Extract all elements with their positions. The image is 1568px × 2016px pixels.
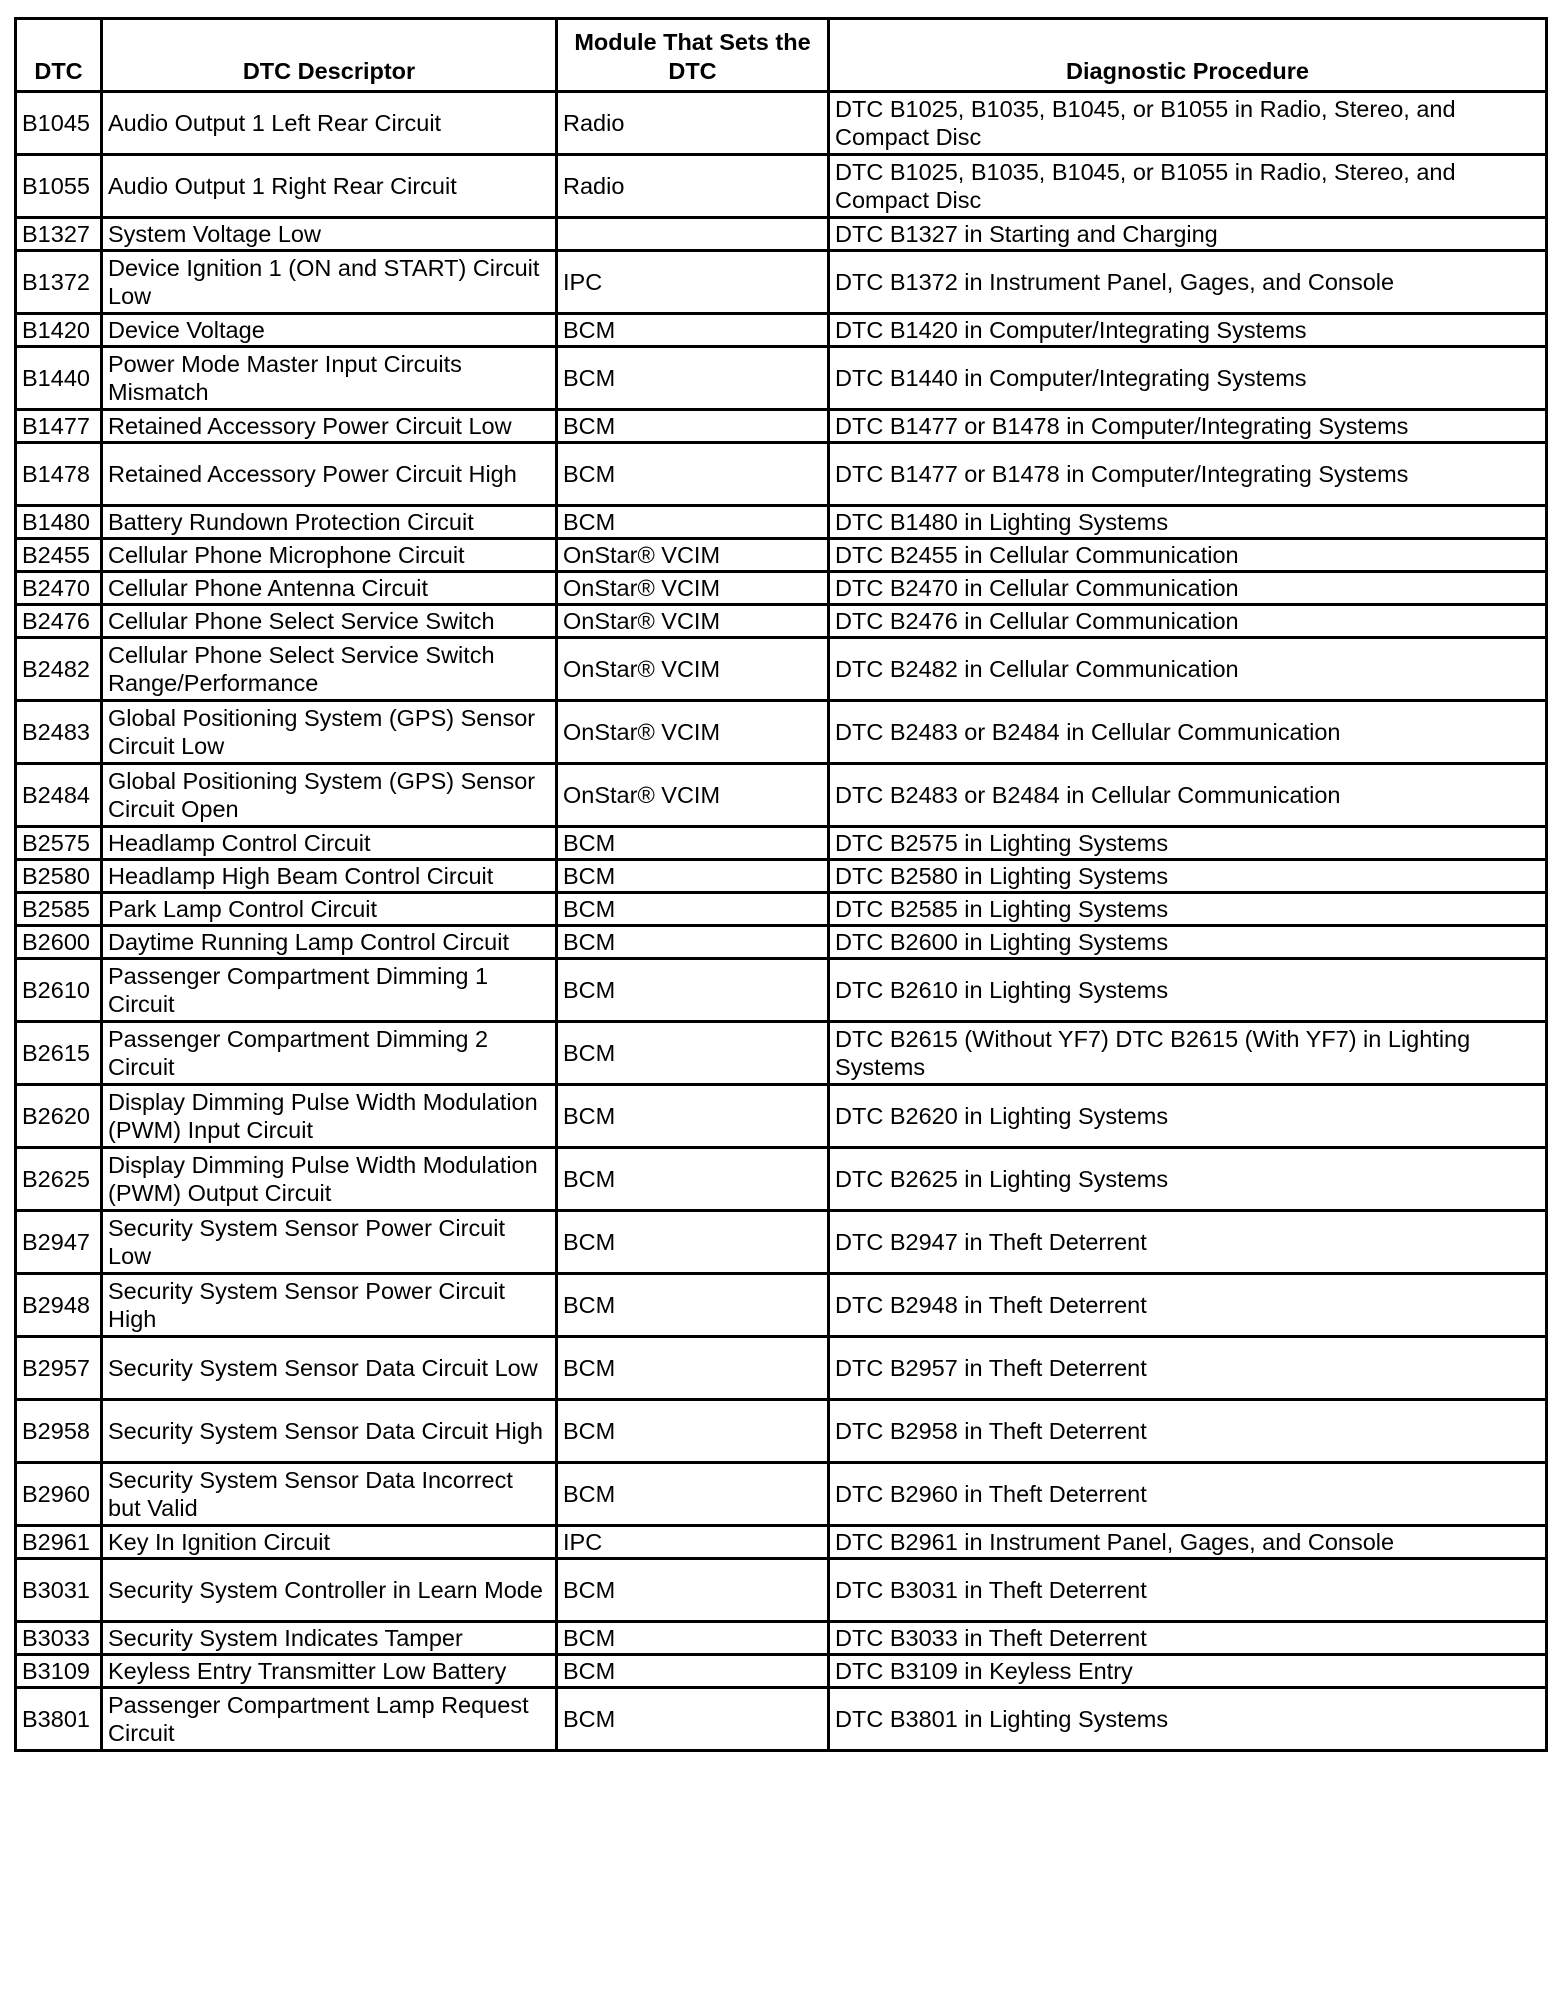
diagnostic-procedure-cell: DTC B2625 in Lighting Systems xyxy=(829,1148,1547,1211)
diagnostic-procedure-cell: DTC B1477 or B1478 in Computer/Integrating Systems xyxy=(829,443,1547,506)
dtc-descriptor-cell: Headlamp High Beam Control Circuit xyxy=(102,860,557,893)
module-cell: OnStar® VCIM xyxy=(557,764,829,827)
dtc-descriptor-cell: Passenger Compartment Dimming 2 Circuit xyxy=(102,1022,557,1085)
diagnostic-procedure-cell: DTC B2483 or B2484 in Cellular Communication xyxy=(829,764,1547,827)
dtc-code-cell: B2483 xyxy=(16,701,102,764)
table-row xyxy=(16,572,1547,605)
dtc-code-cell: B1055 xyxy=(16,155,102,218)
diagnostic-procedure-cell: DTC B1440 in Computer/Integrating Systems xyxy=(829,347,1547,410)
dtc-descriptor-cell: Audio Output 1 Left Rear Circuit xyxy=(102,92,557,155)
module-cell: OnStar® VCIM xyxy=(557,605,829,638)
dtc-code-cell: B2625 xyxy=(16,1148,102,1211)
dtc-descriptor-cell: Battery Rundown Protection Circuit xyxy=(102,506,557,539)
table-row xyxy=(16,410,1547,443)
diagnostic-procedure-cell: DTC B2620 in Lighting Systems xyxy=(829,1085,1547,1148)
diagnostic-procedure-cell: DTC B2958 in Theft Deterrent xyxy=(829,1400,1547,1463)
diagnostic-procedure-cell: DTC B1025, B1035, B1045, or B1055 in Radio, Stereo, and Compact Disc xyxy=(829,92,1547,155)
table-row xyxy=(16,827,1547,860)
table-row xyxy=(16,1085,1547,1148)
module-cell: BCM xyxy=(557,1622,829,1655)
dtc-code-cell: B2484 xyxy=(16,764,102,827)
module-cell: IPC xyxy=(557,251,829,314)
module-cell: OnStar® VCIM xyxy=(557,539,829,572)
module-cell: BCM xyxy=(557,1211,829,1274)
dtc-descriptor-cell: Security System Controller in Learn Mode xyxy=(102,1559,557,1622)
module-cell: BCM xyxy=(557,1400,829,1463)
module-cell: BCM xyxy=(557,827,829,860)
table-row xyxy=(16,1688,1547,1751)
dtc-code-cell: B2575 xyxy=(16,827,102,860)
module-cell: BCM xyxy=(557,314,829,347)
diagnostic-procedure-cell: DTC B2482 in Cellular Communication xyxy=(829,638,1547,701)
module-cell: OnStar® VCIM xyxy=(557,701,829,764)
module-cell: BCM xyxy=(557,1655,829,1688)
dtc-descriptor-cell: Device Ignition 1 (ON and START) Circuit Low xyxy=(102,251,557,314)
diagnostic-procedure-cell: DTC B2947 in Theft Deterrent xyxy=(829,1211,1547,1274)
module-cell: BCM xyxy=(557,1559,829,1622)
table-row xyxy=(16,764,1547,827)
dtc-code-cell: B2476 xyxy=(16,605,102,638)
dtc-code-cell: B2620 xyxy=(16,1085,102,1148)
dtc-descriptor-cell: Security System Sensor Data Incorrect but Valid xyxy=(102,1463,557,1526)
dtc-descriptor-cell: Cellular Phone Select Service Switch xyxy=(102,605,557,638)
dtc-descriptor-cell: Security System Sensor Power Circuit Low xyxy=(102,1211,557,1274)
dtc-code-cell: B1478 xyxy=(16,443,102,506)
dtc-code-cell: B1045 xyxy=(16,92,102,155)
diagnostic-procedure-cell: DTC B2600 in Lighting Systems xyxy=(829,926,1547,959)
diagnostic-procedure-cell: DTC B3109 in Keyless Entry xyxy=(829,1655,1547,1688)
table-row xyxy=(16,1022,1547,1085)
module-cell: BCM xyxy=(557,1688,829,1751)
module-cell: BCM xyxy=(557,443,829,506)
dtc-code-cell: B2615 xyxy=(16,1022,102,1085)
module-cell: BCM xyxy=(557,1337,829,1400)
dtc-descriptor-cell: Global Positioning System (GPS) Sensor Circuit Open xyxy=(102,764,557,827)
diagnostic-procedure-cell: DTC B1372 in Instrument Panel, Gages, and Console xyxy=(829,251,1547,314)
table-row xyxy=(16,539,1547,572)
table-row xyxy=(16,638,1547,701)
diagnostic-procedure-cell: DTC B1477 or B1478 in Computer/Integrating Systems xyxy=(829,410,1547,443)
dtc-descriptor-cell: Display Dimming Pulse Width Modulation (PWM) Output Circuit xyxy=(102,1148,557,1211)
dtc-code-cell: B1440 xyxy=(16,347,102,410)
module-cell: BCM xyxy=(557,893,829,926)
table-row xyxy=(16,1337,1547,1400)
dtc-descriptor-cell: Retained Accessory Power Circuit High xyxy=(102,443,557,506)
module-cell: BCM xyxy=(557,860,829,893)
dtc-descriptor-cell: Device Voltage xyxy=(102,314,557,347)
module-cell xyxy=(557,218,829,251)
dtc-code-cell: B2957 xyxy=(16,1337,102,1400)
diagnostic-procedure-cell: DTC B2957 in Theft Deterrent xyxy=(829,1337,1547,1400)
dtc-descriptor-cell: Passenger Compartment Dimming 1 Circuit xyxy=(102,959,557,1022)
header-dtc: DTC xyxy=(16,19,102,92)
module-cell: BCM xyxy=(557,347,829,410)
dtc-descriptor-cell: Park Lamp Control Circuit xyxy=(102,893,557,926)
module-cell: BCM xyxy=(557,1463,829,1526)
table-row xyxy=(16,506,1547,539)
dtc-code-cell: B2580 xyxy=(16,860,102,893)
dtc-code-cell: B2947 xyxy=(16,1211,102,1274)
header-diagnostic-procedure: Diagnostic Procedure xyxy=(829,19,1547,92)
diagnostic-procedure-cell: DTC B3033 in Theft Deterrent xyxy=(829,1622,1547,1655)
module-cell: BCM xyxy=(557,1148,829,1211)
diagnostic-procedure-cell: DTC B2615 (Without YF7) DTC B2615 (With YF7) in Lighting Systems xyxy=(829,1022,1547,1085)
dtc-descriptor-cell: Headlamp Control Circuit xyxy=(102,827,557,860)
table-row xyxy=(16,347,1547,410)
diagnostic-procedure-cell: DTC B3801 in Lighting Systems xyxy=(829,1688,1547,1751)
diagnostic-procedure-cell: DTC B2585 in Lighting Systems xyxy=(829,893,1547,926)
table-row xyxy=(16,1211,1547,1274)
dtc-code-cell: B3033 xyxy=(16,1622,102,1655)
table-row xyxy=(16,1526,1547,1559)
table-row xyxy=(16,443,1547,506)
dtc-code-cell: B2600 xyxy=(16,926,102,959)
table-row xyxy=(16,1400,1547,1463)
dtc-code-cell: B3109 xyxy=(16,1655,102,1688)
dtc-descriptor-cell: Audio Output 1 Right Rear Circuit xyxy=(102,155,557,218)
diagnostic-procedure-cell: DTC B1327 in Starting and Charging xyxy=(829,218,1547,251)
module-cell: BCM xyxy=(557,1022,829,1085)
module-cell: BCM xyxy=(557,1274,829,1337)
table-row xyxy=(16,155,1547,218)
table-row xyxy=(16,701,1547,764)
dtc-code-cell: B2961 xyxy=(16,1526,102,1559)
dtc-descriptor-cell: Power Mode Master Input Circuits Mismatch xyxy=(102,347,557,410)
table-row xyxy=(16,1655,1547,1688)
dtc-code-cell: B2958 xyxy=(16,1400,102,1463)
diagnostic-procedure-cell: DTC B2575 in Lighting Systems xyxy=(829,827,1547,860)
table-body xyxy=(16,92,1547,1751)
dtc-descriptor-cell: Cellular Phone Antenna Circuit xyxy=(102,572,557,605)
dtc-code-cell: B1480 xyxy=(16,506,102,539)
dtc-code-cell: B2482 xyxy=(16,638,102,701)
dtc-descriptor-cell: Key In Ignition Circuit xyxy=(102,1526,557,1559)
dtc-descriptor-cell: Retained Accessory Power Circuit Low xyxy=(102,410,557,443)
dtc-code-cell: B3031 xyxy=(16,1559,102,1622)
module-cell: Radio xyxy=(557,92,829,155)
header-dtc-descriptor: DTC Descriptor xyxy=(102,19,557,92)
diagnostic-procedure-cell: DTC B2455 in Cellular Communication xyxy=(829,539,1547,572)
table-row xyxy=(16,1274,1547,1337)
diagnostic-procedure-cell: DTC B2948 in Theft Deterrent xyxy=(829,1274,1547,1337)
table-row xyxy=(16,218,1547,251)
header-module: Module That Sets the DTC xyxy=(557,19,829,92)
table-row xyxy=(16,1148,1547,1211)
table-row xyxy=(16,605,1547,638)
diagnostic-procedure-cell: DTC B2476 in Cellular Communication xyxy=(829,605,1547,638)
diagnostic-procedure-cell: DTC B1420 in Computer/Integrating Systems xyxy=(829,314,1547,347)
module-cell: BCM xyxy=(557,410,829,443)
dtc-descriptor-cell: Security System Sensor Data Circuit Low xyxy=(102,1337,557,1400)
dtc-code-cell: B2610 xyxy=(16,959,102,1022)
module-cell: BCM xyxy=(557,1085,829,1148)
table-row xyxy=(16,926,1547,959)
diagnostic-procedure-cell: DTC B1025, B1035, B1045, or B1055 in Radio, Stereo, and Compact Disc xyxy=(829,155,1547,218)
dtc-descriptor-cell: Display Dimming Pulse Width Modulation (PWM) Input Circuit xyxy=(102,1085,557,1148)
dtc-descriptor-cell: Cellular Phone Select Service Switch Range/Performance xyxy=(102,638,557,701)
module-cell: BCM xyxy=(557,506,829,539)
table-row xyxy=(16,251,1547,314)
dtc-code-cell: B2470 xyxy=(16,572,102,605)
diagnostic-procedure-cell: DTC B2483 or B2484 in Cellular Communication xyxy=(829,701,1547,764)
diagnostic-procedure-cell: DTC B2961 in Instrument Panel, Gages, and Console xyxy=(829,1526,1547,1559)
dtc-descriptor-cell: System Voltage Low xyxy=(102,218,557,251)
dtc-table xyxy=(14,17,1548,1752)
dtc-code-cell: B1327 xyxy=(16,218,102,251)
dtc-code-cell: B1420 xyxy=(16,314,102,347)
diagnostic-procedure-cell: DTC B2580 in Lighting Systems xyxy=(829,860,1547,893)
table-row xyxy=(16,314,1547,347)
table-header xyxy=(16,19,1547,92)
diagnostic-procedure-cell: DTC B2470 in Cellular Communication xyxy=(829,572,1547,605)
diagnostic-procedure-cell: DTC B3031 in Theft Deterrent xyxy=(829,1559,1547,1622)
module-cell: BCM xyxy=(557,959,829,1022)
dtc-descriptor-cell: Passenger Compartment Lamp Request Circuit xyxy=(102,1688,557,1751)
dtc-descriptor-cell: Security System Sensor Power Circuit High xyxy=(102,1274,557,1337)
table-row xyxy=(16,1463,1547,1526)
dtc-descriptor-cell: Security System Sensor Data Circuit High xyxy=(102,1400,557,1463)
dtc-descriptor-cell: Security System Indicates Tamper xyxy=(102,1622,557,1655)
diagnostic-procedure-cell: DTC B2610 in Lighting Systems xyxy=(829,959,1547,1022)
table-row xyxy=(16,92,1547,155)
table-row xyxy=(16,1559,1547,1622)
dtc-code-cell: B2948 xyxy=(16,1274,102,1337)
module-cell: BCM xyxy=(557,926,829,959)
dtc-code-cell: B2455 xyxy=(16,539,102,572)
header-row xyxy=(16,19,1547,92)
module-cell: IPC xyxy=(557,1526,829,1559)
dtc-descriptor-cell: Global Positioning System (GPS) Sensor Circuit Low xyxy=(102,701,557,764)
module-cell: Radio xyxy=(557,155,829,218)
table-row xyxy=(16,959,1547,1022)
dtc-code-cell: B1372 xyxy=(16,251,102,314)
dtc-code-cell: B1477 xyxy=(16,410,102,443)
table-row xyxy=(16,893,1547,926)
table-row xyxy=(16,860,1547,893)
dtc-descriptor-cell: Daytime Running Lamp Control Circuit xyxy=(102,926,557,959)
dtc-descriptor-cell: Cellular Phone Microphone Circuit xyxy=(102,539,557,572)
dtc-code-cell: B3801 xyxy=(16,1688,102,1751)
dtc-code-cell: B2585 xyxy=(16,893,102,926)
dtc-code-cell: B2960 xyxy=(16,1463,102,1526)
table-row xyxy=(16,1622,1547,1655)
module-cell: OnStar® VCIM xyxy=(557,572,829,605)
diagnostic-procedure-cell: DTC B2960 in Theft Deterrent xyxy=(829,1463,1547,1526)
module-cell: OnStar® VCIM xyxy=(557,638,829,701)
diagnostic-procedure-cell: DTC B1480 in Lighting Systems xyxy=(829,506,1547,539)
dtc-descriptor-cell: Keyless Entry Transmitter Low Battery xyxy=(102,1655,557,1688)
